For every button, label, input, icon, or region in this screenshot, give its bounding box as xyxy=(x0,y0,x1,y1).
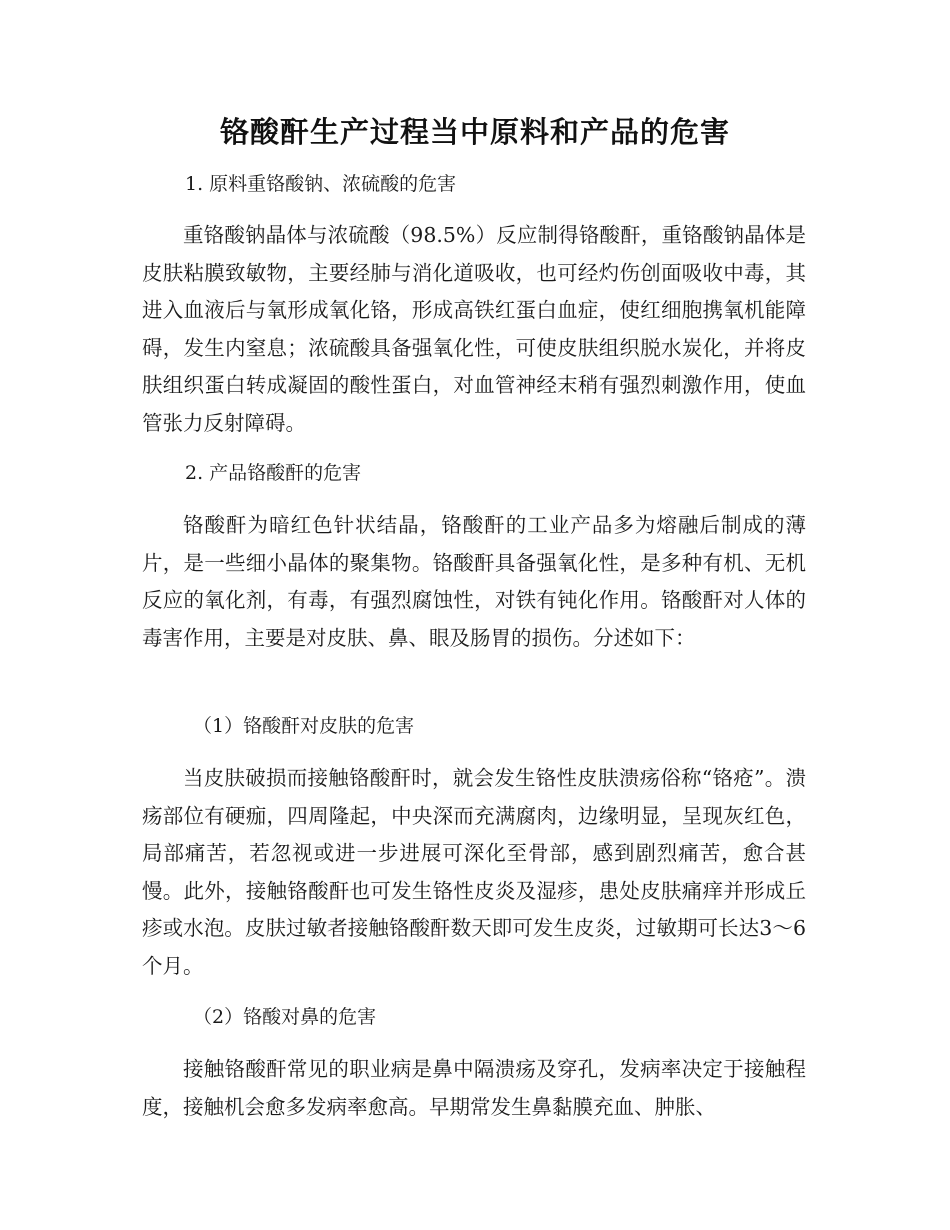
subsection-heading-skin: （1）铬酸酐对皮肤的危害 xyxy=(193,715,415,737)
subsection-paragraph-skin: 当皮肤破损而接触铬酸酐时，就会发生铬性皮肤溃疡俗称“铬疮”。溃疡部位有硬痂，四周隆起，中央深而充满腐肉，边缘明显，呈现灰红色，局部痛苦，若忽视或进一步进展可深化至骨部，感到剧烈痛苦，愈合甚慢。此外，接触铬酸酐也可发生铬性皮炎及湿疹，患处皮肤痛痒并形成丘疹或水泡。皮肤过敏者接触铬酸酐数天即可发生皮炎，过敏期可长达3～6个月。 xyxy=(142,766,806,978)
section-heading-product: 2. 产品铬酸酐的危害 xyxy=(185,462,362,484)
subsection-heading-nose: （2）铬酸对鼻的危害 xyxy=(193,1006,377,1028)
subsection-paragraph-nose: 接触铬酸酐常见的职业病是鼻中隔溃疡及穿孔，发病率决定于接触程度，接触机会愈多发病率愈高。早期常发生鼻黏膜充血、肿胀、 xyxy=(142,1057,806,1119)
section-paragraph-raw-materials: 重铬酸钠晶体与浓硫酸（98.5%）反应制得铬酸酐，重铬酸钠晶体是皮肤粘膜致敏物，主要经肺与消化道吸收，也可经灼伤创面吸收中毒，其进入血液后与氧形成氧化铬，形成高铁红蛋白血症，使红细胞携氧机能障碍，发生内窒息；浓硫酸具备强氧化性，可使皮肤组织脱水炭化，并将皮肤组织蛋白转成凝固的酸性蛋白，对血管神经末稍有强烈刺激作用，使血管张力反射障碍。 xyxy=(142,223,806,435)
document-title: 铬酸酐生产过程当中原料和产品的危害 xyxy=(219,115,730,149)
section-heading-raw-materials: 1. 原料重铬酸钠、浓硫酸的危害 xyxy=(185,173,457,195)
section-paragraph-product: 铬酸酐为暗红色针状结晶，铬酸酐的工业产品多为熔融后制成的薄片，是一些细小晶体的聚集物。铬酸酐具备强氧化性，是多种有机、无机反应的氧化剂，有毒，有强烈腐蚀性，对铁有钝化作用。铬酸酐对人体的毒害作用，主要是对皮肤、鼻、眼及肠胃的损伤。分述如下： xyxy=(142,513,806,650)
